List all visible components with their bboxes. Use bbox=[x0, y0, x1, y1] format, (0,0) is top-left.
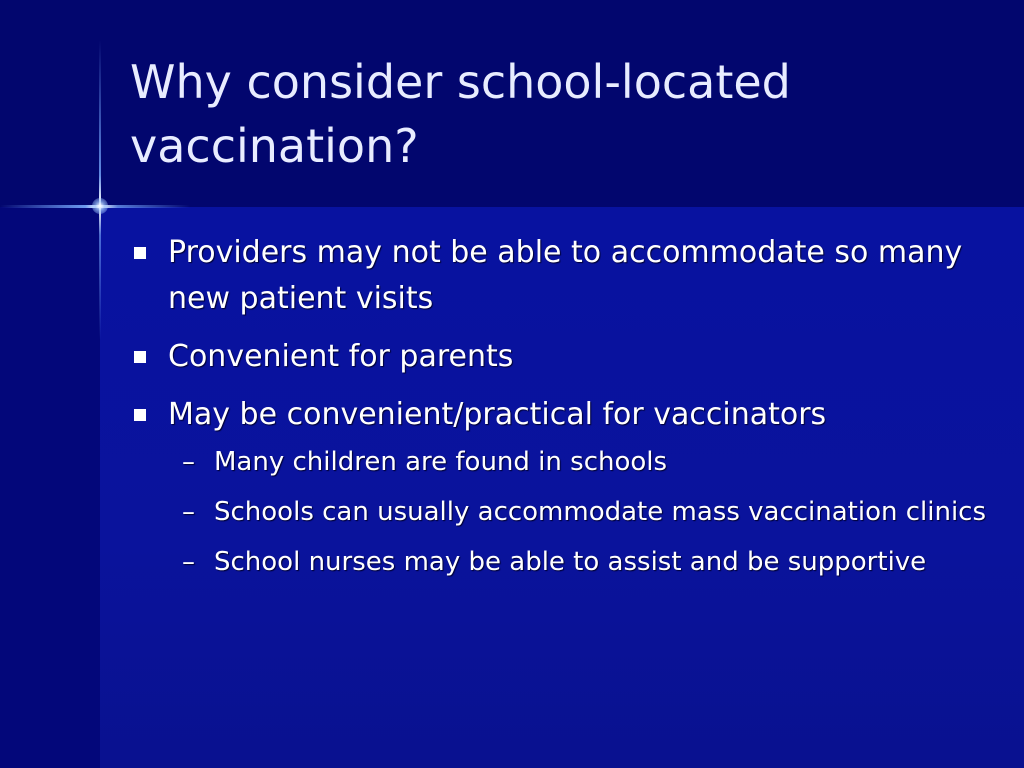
dash-bullet-icon: – bbox=[182, 447, 195, 477]
square-bullet-icon bbox=[134, 409, 146, 421]
light-flare-vertical bbox=[99, 40, 101, 340]
bullet-item bbox=[132, 334, 992, 380]
slide-title: Why consider school-located vaccination? bbox=[130, 55, 791, 173]
bullet-list bbox=[132, 230, 992, 592]
bullet-item bbox=[132, 230, 992, 322]
sub-bullet-list bbox=[132, 442, 992, 582]
bullet-text: Providers may not be able to accommodate so many new patient visits bbox=[168, 235, 963, 316]
dash-bullet-icon: – bbox=[182, 547, 195, 577]
sub-bullet-item bbox=[132, 542, 992, 582]
square-bullet-icon bbox=[134, 351, 146, 363]
bullet-text: May be convenient/practical for vaccinators bbox=[168, 397, 827, 432]
sub-bullet-text: School nurses may be able to assist and be supportive bbox=[214, 547, 927, 577]
dash-bullet-icon: – bbox=[182, 497, 195, 527]
sub-bullet-item bbox=[132, 492, 992, 532]
light-flare-icon bbox=[92, 198, 108, 214]
sub-bullet-text: Many children are found in schools bbox=[214, 447, 668, 477]
sub-bullet-item bbox=[132, 442, 992, 482]
bullet-text: Convenient for parents bbox=[168, 339, 514, 374]
left-margin-band bbox=[0, 207, 100, 768]
sub-bullet-text: Schools can usually accommodate mass vaccination clinics bbox=[214, 497, 987, 527]
bullet-item bbox=[132, 392, 992, 438]
square-bullet-icon bbox=[134, 247, 146, 259]
